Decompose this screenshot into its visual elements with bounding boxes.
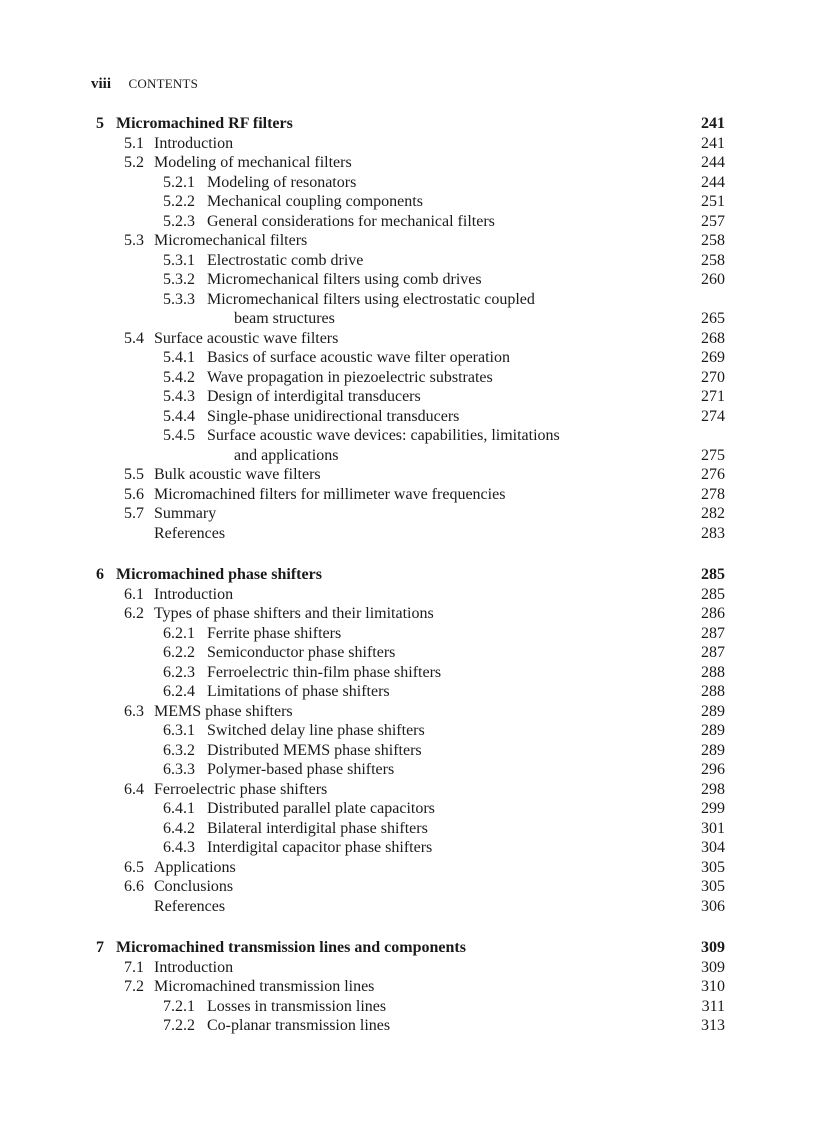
entry-page-number: 309 xyxy=(701,958,725,976)
entry-number: 6.1 xyxy=(124,585,144,603)
entry-page-number: 305 xyxy=(701,858,725,876)
subsection-entry xyxy=(0,270,816,290)
subsection-entry xyxy=(0,407,816,427)
entry-number: 5.7 xyxy=(124,505,144,522)
entry-page-number: 301 xyxy=(701,819,725,837)
entry-page-number: 299 xyxy=(701,800,725,817)
entry-page-number: 268 xyxy=(701,329,725,347)
entry-number: 5.3 xyxy=(124,232,144,249)
subsection-entry xyxy=(0,426,816,446)
entry-number: 6.5 xyxy=(124,858,144,876)
entry-title: Ferroelectric phase shifters xyxy=(154,780,328,798)
section-entry xyxy=(0,977,816,997)
entry-page-number: 286 xyxy=(701,605,725,622)
entry-title: Interdigital capacitor phase shifters xyxy=(207,839,433,856)
entry-title: Ferroelectric thin-film phase shifters xyxy=(207,663,442,681)
entry-title: and applications xyxy=(234,446,339,464)
section-entry xyxy=(0,231,816,251)
entry-title: Introduction xyxy=(154,134,234,152)
entry-page-number: 298 xyxy=(701,780,725,798)
entry-number: 6.2.4 xyxy=(163,683,195,700)
entry-number: 7.2.2 xyxy=(163,1017,195,1034)
subsection-entry xyxy=(0,1016,816,1036)
subsection-entry xyxy=(0,624,816,644)
subsection-entry xyxy=(0,682,816,702)
subsection-entry xyxy=(0,721,816,741)
subsection-entry xyxy=(0,309,816,329)
subsection-entry xyxy=(0,387,816,407)
entry-page-number: 309 xyxy=(701,939,725,956)
subsection-entry xyxy=(0,212,816,232)
entry-number: 5.4.2 xyxy=(163,368,195,386)
subsection-entry xyxy=(0,838,816,858)
entry-title: Ferrite phase shifters xyxy=(207,624,342,642)
entry-page-number: 289 xyxy=(701,741,725,759)
entry-title: beam structures xyxy=(234,310,335,327)
entry-number: 6.4.1 xyxy=(163,800,195,817)
entry-title: Bulk acoustic wave filters xyxy=(154,466,321,483)
entry-title: Mechanical coupling components xyxy=(207,193,423,210)
subsection-entry xyxy=(0,192,816,212)
entry-number: 6.2 xyxy=(124,605,144,622)
entry-title: Distributed parallel plate capacitors xyxy=(207,800,435,817)
entry-title: Micromachined transmission lines xyxy=(154,978,375,995)
subsection-entry xyxy=(0,819,816,839)
entry-number: 5.4 xyxy=(124,329,144,347)
entry-page-number: 304 xyxy=(701,839,725,856)
entry-number: 5.3.3 xyxy=(163,290,195,308)
entry-page-number: 313 xyxy=(701,1017,725,1034)
entry-number: 5.4.5 xyxy=(163,427,195,444)
entry-number: 6.3.2 xyxy=(163,741,195,759)
entry-title: Micromachined transmission lines and components xyxy=(116,939,466,956)
entry-page-number: 258 xyxy=(701,232,725,249)
entry-number: 5.2.2 xyxy=(163,193,195,210)
entry-page-number: 244 xyxy=(701,173,725,191)
section-entry xyxy=(0,604,816,624)
entry-number: 6.2.1 xyxy=(163,624,195,642)
entry-title: Semiconductor phase shifters xyxy=(207,644,396,661)
entry-number: 5.2.3 xyxy=(163,212,195,230)
subsection-entry xyxy=(0,446,816,466)
entry-title: General considerations for mechanical filters xyxy=(207,212,495,230)
entry-number: 5.4.1 xyxy=(163,349,195,366)
entry-title: Surface acoustic wave filters xyxy=(154,329,339,347)
entry-number: 5.3.2 xyxy=(163,271,195,288)
entry-number: 6.3.3 xyxy=(163,761,195,778)
entry-title: Micromechanical filters xyxy=(154,232,308,249)
entry-title: Micromachined RF filters xyxy=(116,115,293,132)
section-entry xyxy=(0,858,816,878)
entry-title: Limitations of phase shifters xyxy=(207,683,390,700)
subsection-entry xyxy=(0,741,816,761)
entry-number: 5.6 xyxy=(124,485,144,503)
section-entry xyxy=(0,153,816,173)
entry-number: 5.5 xyxy=(124,466,144,483)
entry-page-number: 289 xyxy=(701,722,725,739)
entry-number: 6 xyxy=(96,566,104,583)
chapter-block xyxy=(0,565,816,916)
entry-title: Summary xyxy=(154,505,217,522)
entry-title: Micromachined phase shifters xyxy=(116,566,322,583)
entry-page-number: 271 xyxy=(701,388,725,405)
entry-page-number: 241 xyxy=(701,134,725,152)
section-entry xyxy=(0,702,816,722)
subsection-entry xyxy=(0,173,816,193)
section-entry xyxy=(0,504,816,524)
chapter-heading xyxy=(0,938,816,958)
section-entry xyxy=(0,877,816,897)
entry-page-number: 258 xyxy=(701,251,725,269)
running-header xyxy=(91,74,198,95)
entry-title: Basics of surface acoustic wave filter operation xyxy=(207,349,510,366)
entry-number: 6.4 xyxy=(124,780,144,798)
section-entry xyxy=(0,465,816,485)
subsection-entry xyxy=(0,760,816,780)
entry-title: Single-phase unidirectional transducers xyxy=(207,407,460,425)
entry-number: 7.2 xyxy=(124,978,144,995)
entry-page-number: 265 xyxy=(701,310,725,327)
entry-page-number: 311 xyxy=(701,997,725,1015)
entry-title: Switched delay line phase shifters xyxy=(207,722,425,739)
entry-page-number: 305 xyxy=(701,878,725,895)
entry-page-number: 241 xyxy=(701,115,725,132)
entry-title: Co-planar transmission lines xyxy=(207,1017,391,1034)
entry-number: 6.6 xyxy=(124,878,144,895)
entry-page-number: 251 xyxy=(701,193,725,210)
subsection-entry xyxy=(0,799,816,819)
entry-number: 6.3 xyxy=(124,702,144,720)
entry-number: 5.4.4 xyxy=(163,407,195,425)
entry-number: 6.4.2 xyxy=(163,819,195,837)
entry-page-number: 287 xyxy=(701,624,725,642)
subsection-entry xyxy=(0,997,816,1017)
entry-title: Micromachined filters for millimeter wave frequencies xyxy=(154,485,506,503)
page-number: viii xyxy=(91,76,112,92)
chapter-heading xyxy=(0,114,816,134)
chapter-block xyxy=(0,114,816,543)
section-entry xyxy=(0,958,816,978)
entry-page-number: 244 xyxy=(701,154,725,171)
entry-title: Electrostatic comb drive xyxy=(207,251,364,269)
entry-title: Modeling of resonators xyxy=(207,173,357,191)
entry-number: 5.4.3 xyxy=(163,388,195,405)
entry-page-number: 287 xyxy=(701,644,725,661)
entry-number: 5.3.1 xyxy=(163,251,195,269)
entry-number: 6.3.1 xyxy=(163,722,195,739)
entry-title: Surface acoustic wave devices: capabilities, limitations xyxy=(207,427,560,444)
entry-title: Types of phase shifters and their limitations xyxy=(154,605,434,622)
subsection-entry xyxy=(0,251,816,271)
entry-title: Introduction xyxy=(154,958,234,976)
entry-number: 5.2 xyxy=(124,154,144,171)
entry-page-number: 276 xyxy=(701,466,725,483)
entry-title: Bilateral interdigital phase shifters xyxy=(207,819,428,837)
entry-page-number: 310 xyxy=(701,978,725,995)
entry-page-number: 283 xyxy=(701,524,725,542)
entry-page-number: 296 xyxy=(701,761,725,778)
entry-title: Micromechanical filters using electrostatic coupled xyxy=(207,290,535,308)
chapter-block xyxy=(0,938,816,1036)
entry-page-number: 278 xyxy=(701,485,725,503)
entry-title: Distributed MEMS phase shifters xyxy=(207,741,422,759)
entry-page-number: 285 xyxy=(701,585,725,603)
subsection-entry xyxy=(0,368,816,388)
entry-page-number: 285 xyxy=(701,566,725,583)
entry-title: References xyxy=(154,897,226,915)
entry-number: 5.2.1 xyxy=(163,173,195,191)
entry-page-number: 269 xyxy=(701,349,725,366)
entry-title: References xyxy=(154,524,226,542)
subsection-entry xyxy=(0,348,816,368)
entry-page-number: 282 xyxy=(701,505,725,522)
section-entry xyxy=(0,524,816,544)
entry-title: Conclusions xyxy=(154,878,234,895)
section-entry xyxy=(0,485,816,505)
entry-title: Wave propagation in piezoelectric substrates xyxy=(207,368,493,386)
entry-page-number: 288 xyxy=(701,663,725,681)
entry-number: 5 xyxy=(96,115,104,132)
section-entry xyxy=(0,134,816,154)
subsection-entry xyxy=(0,663,816,683)
entry-number: 5.1 xyxy=(124,134,144,152)
table-of-contents xyxy=(0,114,816,1058)
section-entry xyxy=(0,329,816,349)
entry-page-number: 288 xyxy=(701,683,725,700)
section-entry xyxy=(0,780,816,800)
entry-page-number: 257 xyxy=(701,212,725,230)
entry-number: 7.2.1 xyxy=(163,997,195,1015)
section-entry xyxy=(0,897,816,917)
entry-title: Micromechanical filters using comb drives xyxy=(207,271,482,288)
section-entry xyxy=(0,585,816,605)
entry-page-number: 289 xyxy=(701,702,725,720)
entry-page-number: 270 xyxy=(701,368,725,386)
subsection-entry xyxy=(0,643,816,663)
entry-number: 6.2.3 xyxy=(163,663,195,681)
entry-number: 7.1 xyxy=(124,958,144,976)
entry-page-number: 260 xyxy=(701,271,725,288)
entry-title: Modeling of mechanical filters xyxy=(154,154,352,171)
chapter-heading xyxy=(0,565,816,585)
subsection-entry xyxy=(0,290,816,310)
entry-page-number: 275 xyxy=(701,446,725,464)
entry-number: 6.2.2 xyxy=(163,644,195,661)
entry-title: Design of interdigital transducers xyxy=(207,388,421,405)
entry-title: Losses in transmission lines xyxy=(207,997,387,1015)
entry-page-number: 306 xyxy=(701,897,725,915)
entry-number: 7 xyxy=(96,939,104,956)
entry-title: Introduction xyxy=(154,585,234,603)
entry-title: Applications xyxy=(154,858,236,876)
entry-number: 6.4.3 xyxy=(163,839,195,856)
entry-title: MEMS phase shifters xyxy=(154,702,293,720)
entry-title: Polymer-based phase shifters xyxy=(207,761,395,778)
entry-page-number: 274 xyxy=(701,407,725,425)
running-title: CONTENTS xyxy=(128,76,199,91)
